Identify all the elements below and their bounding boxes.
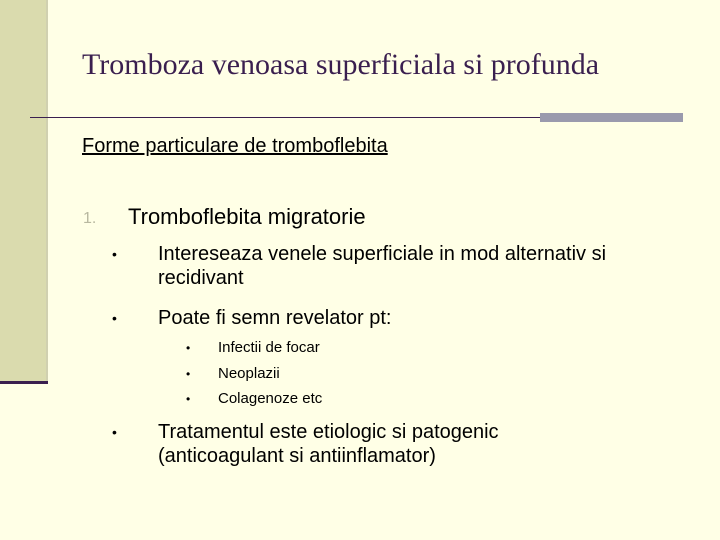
sub-bullet-text: Colagenoze etc	[218, 390, 323, 407]
title-divider-line	[30, 117, 540, 118]
title-divider-block	[540, 113, 683, 122]
bullet-text: Poate fi semn revelator pt:	[158, 307, 392, 329]
bullet-dot-icon: •	[112, 424, 117, 440]
bullet-text: Tratamentul este etiologic si patogenic (anticoagulant si antiinflamator)	[158, 421, 499, 467]
bullet-dot-icon: •	[186, 341, 191, 355]
numbered-item-text: Tromboflebita migratorie	[128, 204, 366, 229]
numbered-item-marker: 1.	[83, 210, 97, 227]
bullet-dot-icon: •	[112, 310, 117, 326]
left-bar-underline	[0, 381, 48, 384]
bullet-text: Intereseaza venele superficiale in mod alternativ si recidivant	[158, 243, 607, 289]
bullet-dot-icon: •	[186, 367, 191, 381]
slide-subtitle: Forme particulare de tromboflebita	[82, 135, 388, 157]
bullet-dot-icon: •	[186, 392, 191, 406]
sub-bullet-text: Infectii de focar	[218, 339, 320, 356]
sub-bullet-text: Neoplazii	[218, 365, 280, 382]
bullet-dot-icon: •	[112, 246, 117, 262]
slide-title: Tromboza venoasa superficiala si profunda	[82, 48, 600, 81]
left-decorative-bar	[0, 0, 48, 382]
